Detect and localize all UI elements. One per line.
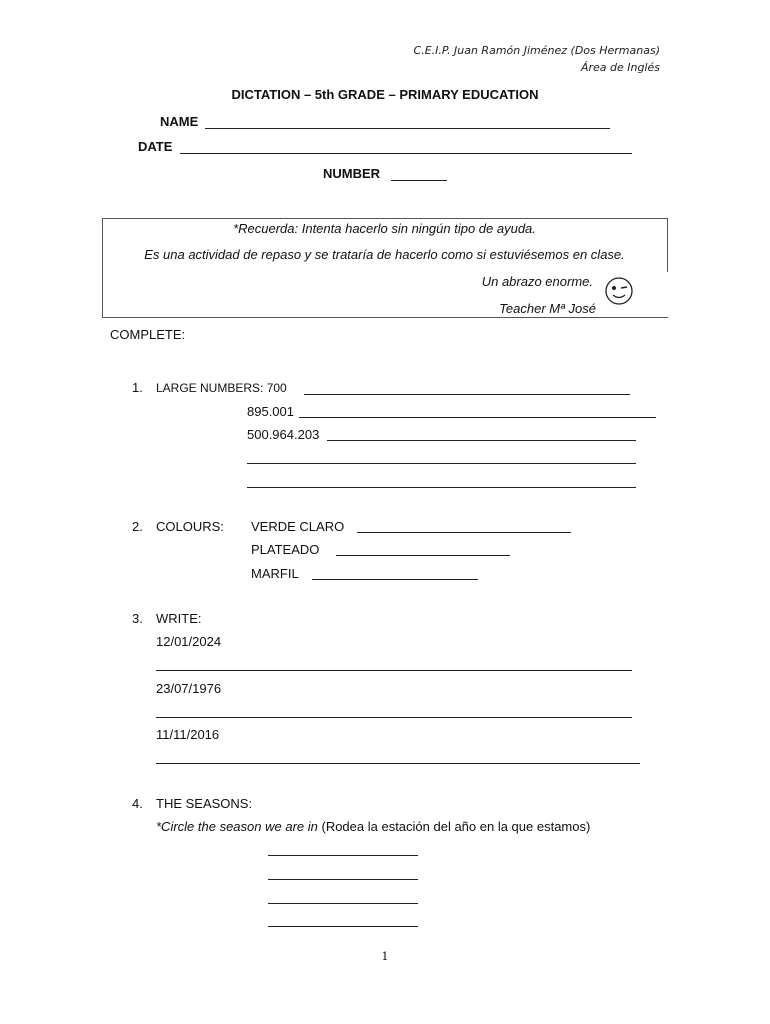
section-1-label: LARGE NUMBERS: 700 — [156, 381, 287, 395]
date-item-3: 11/11/2016 — [156, 727, 220, 742]
season-blank[interactable] — [268, 879, 418, 880]
date-item-1: 12/01/2024 — [156, 634, 222, 649]
seasons-instruction — [156, 819, 590, 834]
date-label: DATE — [138, 139, 173, 154]
page-title: DICTATION – 5th GRADE – PRIMARY EDUCATION — [231, 87, 539, 102]
answer-blank[interactable] — [312, 579, 478, 580]
season-blank[interactable] — [268, 903, 418, 904]
date-blank[interactable] — [180, 153, 632, 154]
answer-blank[interactable] — [304, 394, 630, 395]
note-line-3: Un abrazo enorme. — [481, 274, 593, 289]
season-blank[interactable] — [268, 855, 418, 856]
seasons-instruction-plain: (Rodea la estación del año en la que estamos) — [321, 819, 591, 834]
answer-blank[interactable] — [357, 532, 571, 533]
number-blank[interactable] — [391, 180, 447, 181]
section-4-label: THE SEASONS: — [156, 796, 253, 811]
section-3-label: WRITE: — [156, 611, 202, 626]
answer-blank[interactable] — [156, 717, 632, 718]
number-item-2: 500.964.203 — [247, 427, 320, 442]
answer-blank[interactable] — [156, 763, 640, 764]
note-line-1: *Recuerda: Intenta hacerlo sin ningún tipo de ayuda. — [233, 221, 536, 236]
complete-label: COMPLETE: — [110, 327, 186, 342]
colour-item-3: MARFIL — [251, 566, 299, 581]
section-1-number: 1. — [132, 380, 143, 395]
name-blank[interactable] — [205, 128, 610, 129]
winking-smiley-icon — [604, 276, 634, 306]
answer-blank[interactable] — [247, 463, 636, 464]
note-box-right-edge — [667, 218, 668, 272]
number-label: NUMBER — [323, 166, 381, 181]
page-number: 1 — [381, 950, 389, 963]
date-item-2: 23/07/1976 — [156, 681, 222, 696]
number-item-1: 895.001 — [247, 404, 294, 419]
answer-blank[interactable] — [327, 440, 636, 441]
note-line-2: Es una actividad de repaso y se trataría de hacerlo como si estuviésemos en clase. — [144, 247, 625, 262]
note-line-4: Teacher Mª José — [499, 301, 596, 316]
section-2-label: COLOURS: — [156, 519, 224, 534]
name-label: NAME — [160, 114, 199, 129]
section-3-number: 3. — [132, 611, 143, 626]
section-4-number: 4. — [132, 796, 143, 811]
colour-item-1: VERDE CLARO — [251, 519, 345, 534]
season-blank[interactable] — [268, 926, 418, 927]
colour-item-2: PLATEADO — [251, 542, 320, 557]
answer-blank[interactable] — [336, 555, 510, 556]
answer-blank[interactable] — [247, 487, 636, 488]
section-2-number: 2. — [132, 519, 143, 534]
seasons-instruction-italic: *Circle the season we are in — [156, 819, 318, 834]
school-header: C.E.I.P. Juan Ramón Jiménez (Dos Hermanas) — [413, 44, 660, 57]
answer-blank[interactable] — [156, 670, 632, 671]
area-header: Área de Inglés — [580, 61, 660, 74]
answer-blank[interactable] — [299, 417, 656, 418]
